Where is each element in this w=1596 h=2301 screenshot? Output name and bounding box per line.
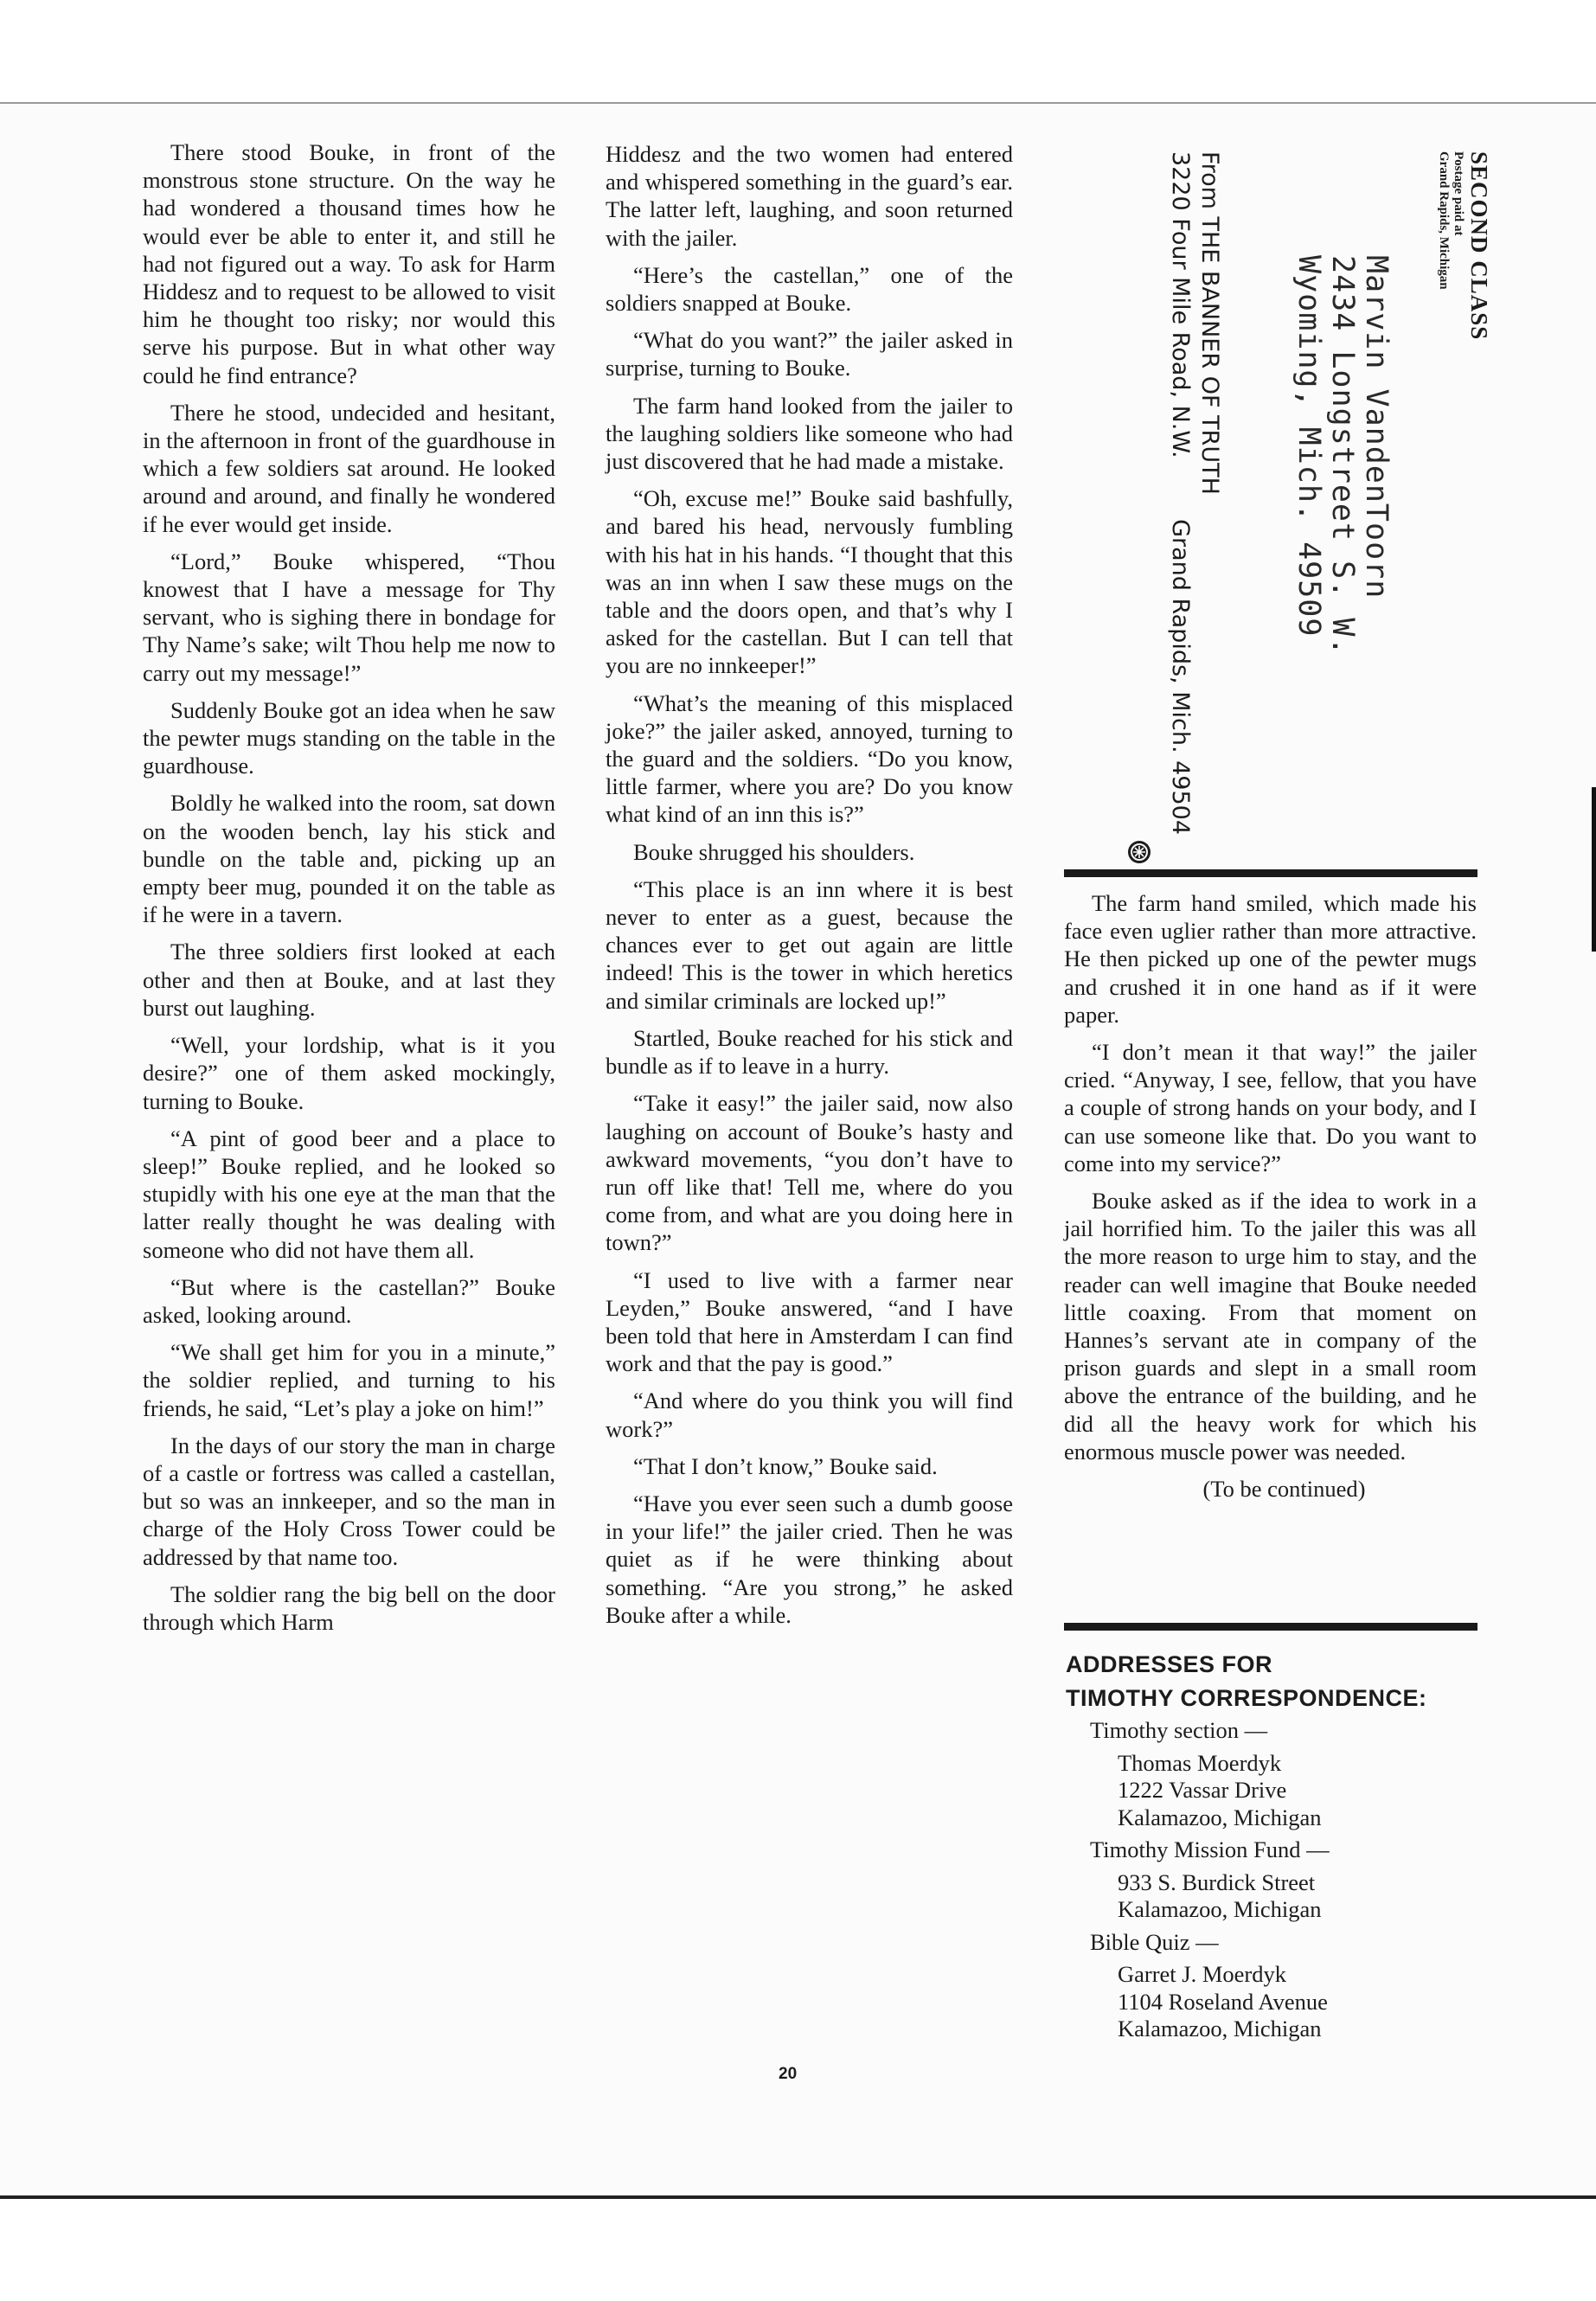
paragraph: “And where do you think you will find work?” bbox=[606, 1388, 1013, 1442]
paragraph: “Here’s the castellan,” one of the soldiers snapped at Bouke. bbox=[606, 261, 1013, 317]
paragraph: Bouke asked as if the idea to work in a jail horrified him. To the jailer this was all the more reason to urge him to stay, and the reader can well imagine that Bouke needed little coaxing. From that moment on Hannes’s servant ate in company of the prison guards and slept in a small room above the entrance of the building, and he did all the heavy work for which his enormous muscle power was needed. bbox=[1064, 1188, 1477, 1465]
postage-line: Grand Rapids, Michigan bbox=[1436, 151, 1451, 290]
addresses-heading-line: ADDRESSES FOR bbox=[1066, 1651, 1273, 1677]
address-line: 933 S. Burdick Street bbox=[1118, 1868, 1316, 1895]
paragraph: The farm hand smiled, which made his face even uglier rather than more attractive. He then picked up one of the pewter mugs and crushed it in one hand as if it were paper. bbox=[1064, 890, 1477, 1028]
mailing-label bbox=[1047, 151, 1497, 869]
paragraph: “What’s the meaning of this misplaced joke?” the jailer asked, annoyed, turning to the guard and the soldiers. “Do you know, little farmer, where you are? Do you know what kind of an inn this is?” bbox=[606, 689, 1013, 828]
paragraph: Bouke shrugged his shoulders. bbox=[633, 838, 915, 865]
paragraph: “We shall get him for you in a minute,” the soldier replied, and turning to his friends, he said, “Let’s play a joke on him!” bbox=[143, 1339, 555, 1421]
paragraph: “Well, your lordship, what is it you desire?” one of them asked mockingly, turning to Bouke. bbox=[143, 1032, 555, 1114]
address-lines bbox=[1118, 1750, 1481, 1832]
address-line: Thomas Moerdyk bbox=[1118, 1749, 1282, 1776]
address-line: Kalamazoo, Michigan bbox=[1118, 2016, 1322, 2041]
paragraph: “I used to live with a farmer near Leyden,” Bouke answered, “and I have been told that here in Amsterdam I can find work and that the pay is good.” bbox=[606, 1266, 1013, 1377]
address-lines bbox=[1118, 1961, 1481, 2043]
article-column-1 bbox=[143, 138, 555, 1645]
page-edge-mark bbox=[1592, 787, 1596, 952]
mailing-label-rotated bbox=[1047, 151, 1497, 869]
banner-emblem-icon bbox=[1126, 839, 1152, 865]
address-line: 1222 Vassar Drive bbox=[1118, 1777, 1287, 1803]
paragraph: “A pint of good beer and a place to sleep!” Bouke replied, and he looked so stupidly with his one eye at the man that the latter really thought he was dealing with someone who did not have them all. bbox=[143, 1125, 555, 1263]
paragraph: There stood Bouke, in front of the monstrous stone structure. On the way he had wondered a thousand times how he would ever be able to enter it, and still he had not figured out a way. To ask for Harm Hiddesz and to request to be allowed to visit him he thought too risky; nor would this serve his purpose. But in what other way could he find entrance? bbox=[143, 139, 555, 388]
page-number: 20 bbox=[779, 2065, 798, 2083]
paragraph: Startled, Bouke reached for his stick and bundle as if to leave in a hurry. bbox=[606, 1024, 1013, 1080]
addresses-list bbox=[1066, 1717, 1481, 2048]
section-rule bbox=[1064, 869, 1477, 877]
paragraph: “Take it easy!” the jailer said, now also laughing on account of Bouke’s hasty and awkward movements, “you don’t have to run off like that! Tell me, where do you come from, and what are you doing here in town?” bbox=[606, 1090, 1013, 1256]
addressee-block bbox=[1292, 255, 1393, 657]
addressee-street: 2434 Longstreet S. W. bbox=[1325, 255, 1360, 657]
paragraph: Boldly he walked into the room, sat down on the wooden bench, lay his stick and bundle on the table and, picking up an empty beer mug, pounded it on the table as if he were in a tavern. bbox=[143, 790, 555, 928]
section-rule bbox=[1064, 1623, 1477, 1631]
paragraph: “Have you ever seen such a dumb goose in your life!” the jailer cried. Then he was quiet as if he were thinking about something. “Are you strong,” he asked Bouke after a while. bbox=[606, 1490, 1013, 1628]
paragraph: “But where is the castellan?” Bouke asked, looking around. bbox=[143, 1273, 555, 1328]
paragraph: “This place is an inn where it is best never to enter as a guest, because the chances ever to get out again are little indeed! This is the tower in which heretics and similar criminals are locked up!” bbox=[606, 875, 1013, 1014]
paragraph: “That I don’t know,” Bouke said. bbox=[633, 1452, 938, 1479]
address-section-label: Timothy section — bbox=[1090, 1717, 1268, 1743]
addresses-heading bbox=[1066, 1648, 1427, 1715]
paragraph: Hiddesz and the two women had entered and whispered something in the guard’s ear. The latter left, laughing, and soon returned with the jailer. bbox=[606, 141, 1013, 251]
address-line: 1104 Roseland Avenue bbox=[1118, 1988, 1328, 2015]
to-be-continued: (To be continued) bbox=[1202, 1476, 1366, 1503]
addresses-heading-line: TIMOTHY CORRESPONDENCE: bbox=[1066, 1685, 1427, 1711]
address-line: Kalamazoo, Michigan bbox=[1118, 1896, 1322, 1922]
address-section-label: Bible Quiz — bbox=[1090, 1928, 1219, 1955]
addressee-city: Wyoming, Mich. 49509 bbox=[1292, 255, 1326, 638]
return-address-street: 3220 Four Mile Road, N.W. bbox=[1167, 151, 1194, 458]
address-lines bbox=[1118, 1869, 1481, 1924]
return-address bbox=[1165, 151, 1224, 869]
postage-title: SECOND CLASS bbox=[1466, 151, 1492, 341]
postage-line: Postage paid at bbox=[1451, 151, 1465, 236]
return-address-label: From THE BANNER OF TRUTH bbox=[1196, 151, 1223, 495]
address-line: Garret J. Moerdyk bbox=[1118, 1961, 1287, 1987]
paragraph: “Oh, excuse me!” Bouke said bashfully, and bared his head, nervously fumbling with his hat in his hands. “I thought that this was an inn when I saw these mugs on the table and the doors open, and that’s why I asked for the castellan. But I can tell that you are no innkeeper!” bbox=[606, 485, 1013, 679]
paragraph: In the days of our story the man in charge of a castle or fortress was called a castellan, but so was an innkeeper, and so the man in charge of the Holy Cross Tower could be addressed by that name too. bbox=[143, 1432, 555, 1570]
paragraph: “I don’t mean it that way!” the jailer cried. “Anyway, I see, fellow, that you have a couple of strong hands on your body, and I can use someone like that. Do you want to come into my service?” bbox=[1064, 1039, 1477, 1176]
paragraph: “Lord,” Bouke whispered, “Thou knowest that I have a message for Thy servant, who is sighing there in bondage for Thy Name’s sake; wilt Thou help me now to carry out my message!” bbox=[143, 548, 555, 686]
address-line: Kalamazoo, Michigan bbox=[1118, 1804, 1322, 1830]
paragraph: “What do you want?” the jailer asked in surprise, turning to Bouke. bbox=[606, 327, 1013, 381]
paragraph: The soldier rang the big bell on the door through which Harm bbox=[143, 1580, 555, 1635]
paragraph: The farm hand looked from the jailer to the laughing soldiers like someone who had just discovered that he had made a mistake. bbox=[606, 392, 1013, 475]
paragraph: The three soldiers first looked at each other and then at Bouke, and at last they burst out laughing. bbox=[143, 939, 555, 1021]
return-address-city: Grand Rapids, Mich. 49504 bbox=[1167, 519, 1194, 835]
addressee-name: Marvin VandenToorn bbox=[1359, 255, 1394, 599]
address-section-label: Timothy Mission Fund — bbox=[1090, 1836, 1330, 1862]
paragraph: Suddenly Bouke got an idea when he saw the pewter mugs standing on the table in the guardhouse. bbox=[143, 696, 555, 779]
postage-indicia bbox=[1435, 151, 1492, 515]
article-column-3 bbox=[1064, 889, 1477, 1512]
paragraph: There he stood, undecided and hesitant, in the afternoon in front of the guardhouse in which a few soldiers sat around. He looked around and around, and finally he wondered if he ever would get inside. bbox=[143, 399, 555, 537]
article-column-2 bbox=[606, 140, 1013, 1638]
